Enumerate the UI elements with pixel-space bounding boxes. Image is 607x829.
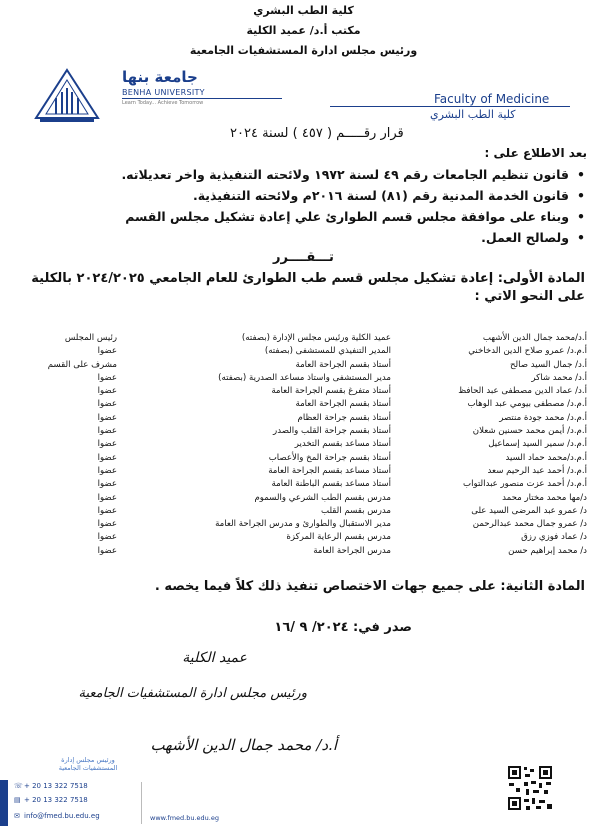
header-board: ورئيس مجلس ادارة المستشفيات الجامعية [189, 44, 418, 57]
table-row [27, 398, 587, 411]
member-role: مشرف على القسم [47, 359, 117, 370]
member-title: أستاذ مساعد بقسم الجراحة العامة [268, 465, 391, 476]
member-title: مدير المستشفى واستاذ مساعد الصدرية (بصفته) [218, 372, 391, 383]
table-row [27, 478, 587, 491]
header-faculty: كلية الطب البشري [253, 4, 354, 17]
table-row [27, 465, 587, 478]
member-name: د/ عمرو جمال محمد عبدالرحمن [472, 519, 587, 530]
university-name-en: BENHA UNIVERSITY [122, 88, 205, 97]
member-role: عضوا [97, 479, 117, 490]
member-title: مدرس بقسم القلب [321, 505, 391, 516]
preamble-list [25, 164, 585, 248]
member-name: أ.د/ عماد الدين مصطفى عبد الحافظ [458, 386, 587, 397]
decree-heading: تـــقــــرر [273, 250, 334, 265]
member-name: أ.م.د/ مصطفى بيومي عبد الوهاب [467, 399, 587, 410]
email-icon: ✉ [14, 812, 20, 820]
member-role: عضوا [97, 545, 117, 556]
member-title: عميد الكلية ورئيس مجلس الإدارة (بصفته) [241, 333, 391, 343]
member-role: عضوا [97, 465, 117, 476]
member-title: أستاذ مساعد بقسم الباطنة العامة [271, 479, 391, 490]
email-address[interactable]: info@fmed.bu.edu.eg [24, 812, 100, 820]
member-title: مدرس الجراحة العامة [313, 545, 391, 556]
member-title: مدرس بقسم الطب الشرعي والسموم [254, 492, 391, 503]
footer-divider [141, 782, 142, 824]
website-link[interactable]: www.fmed.bu.edu.eg [150, 814, 219, 822]
preamble-heading: بعد الاطلاع على : [484, 146, 587, 160]
decision-number: قرار رقـــــم ( ٤٥٧ ) لسنة ٢٠٢٤ [230, 126, 404, 141]
member-role: عضوا [97, 346, 117, 357]
faculty-name-en: Faculty of Medicine [434, 92, 550, 106]
table-row [27, 372, 587, 385]
member-name: أ.د/ جمال السيد صالح [509, 359, 587, 370]
phone-icon: ☏ [14, 782, 23, 790]
table-row [27, 545, 587, 558]
article-one: المادة الأولى: إعادة تشكيل مجلس قسم طب الطوارئ للعام الجامعي ٢٠٢٤/٢٠٢٥ بالكلية على النحو الاتي : [31, 271, 585, 304]
header-office: مكتب أ.د/ عميد الكلية [246, 24, 361, 37]
member-title: أستاذ بقسم جراحة المخ والأعصاب [268, 452, 391, 463]
footer-accent-bar [0, 780, 8, 826]
member-title: أستاذ بقسم جراحة القلب والصدر [273, 426, 391, 437]
signature-title: عميد الكلية [182, 650, 247, 666]
table-row [27, 359, 587, 372]
header-rule-right [330, 106, 570, 107]
issued-date: صدر في: ٢٠٢٤/ ٩ /١٦ [274, 620, 412, 635]
member-role: عضوا [97, 386, 117, 397]
member-role: عضوا [97, 426, 117, 437]
fax-number: + 20 13 322 7518 [24, 796, 88, 804]
university-tagline: Learn Today... Achieve Tomorrow [122, 100, 204, 106]
phone-number: + 20 13 322 7518 [24, 782, 88, 790]
contact-phone [14, 782, 88, 790]
contact-fax [14, 796, 88, 804]
member-name: د/ محمد إبراهيم حسن [508, 545, 587, 556]
member-role: عضوا [97, 399, 117, 410]
list-item: • ولصالح العمل. [25, 227, 585, 248]
member-name: أ.م.د/ محمد جودة منتصر [499, 412, 587, 423]
member-name: أ.م.د/ عمرو صلاح الدين الدخاخني [468, 346, 587, 357]
member-role: عضوا [97, 505, 117, 516]
fax-icon: ▤ [14, 796, 21, 804]
list-item: • قانون تنظيم الجامعات رقم ٤٩ لسنة ١٩٧٢ ولائحته التنفيذية واخر تعديلاته. [25, 164, 585, 185]
table-row [27, 452, 587, 465]
qr-code-icon [506, 764, 554, 812]
member-title: أستاذ بقسم الجراحة العامة [295, 359, 391, 370]
member-name: أ.م.د/ أحمد عبد الرحيم سعد [487, 465, 587, 476]
member-title: أستاذ بقسم الجراحة العامة [295, 399, 391, 410]
university-logo-icon [32, 66, 102, 124]
member-role: عضوا [97, 412, 117, 423]
header-rule-left [122, 98, 282, 99]
member-name: د/ عماد فوزي رزق [521, 532, 587, 543]
table-row [27, 518, 587, 531]
member-role: رئيس المجلس [64, 333, 117, 343]
member-role: عضوا [97, 372, 117, 383]
member-name: أ.د/ محمد شاكر [531, 372, 587, 383]
contact-email[interactable] [14, 812, 100, 820]
member-role: عضوا [97, 452, 117, 463]
table-row [27, 345, 587, 358]
list-item: • قانون الخدمة المدنية رقم (٨١) لسنة ٢٠١٦م ولائحته التنفيذية. [25, 185, 585, 206]
member-role: عضوا [97, 439, 117, 450]
list-item: • وبناء على موافقة مجلس قسم الطوارئ علي إعادة تشكيل مجلس القسم [25, 206, 585, 227]
article-two: المادة الثانية: على جميع جهات الاختصاص تنفيذ ذلك كلاً فيما يخصه . [154, 579, 585, 594]
member-role: عضوا [97, 492, 117, 503]
university-name-ar: جامعة بنها [122, 68, 198, 86]
member-name: أ.د/محمد جمال الدين الأشهب [482, 333, 587, 343]
member-name: أ.م.د/ أيمن محمد حسنين شعلان [472, 426, 587, 437]
member-name: د/ عمرو عبد المرضى السيد على [471, 505, 587, 516]
member-title: أستاذ بقسم جراحة العظام [297, 412, 391, 423]
member-title: مدير الاستقبال والطوارئ و مدرس الجراحة العامة [215, 519, 391, 530]
signature-name: أ.د/ محمد جمال الدين الأشهب [150, 736, 337, 754]
table-row [27, 531, 587, 544]
table-row [27, 425, 587, 438]
member-title: أستاذ متفرغ بقسم الجراحة العامة [271, 386, 391, 397]
member-name: أ.م.د/محمد حماد السيد [505, 452, 587, 463]
member-name: أ.م.د/ أحمد عزت منصور عبدالتواب [463, 479, 587, 490]
table-row [27, 438, 587, 451]
signature-stamp: ورئيس مجلس إدارة المستشفيات الجامعية [58, 756, 118, 772]
member-name: د/مها محمد مختار محمد [502, 492, 587, 503]
table-row [27, 412, 587, 425]
table-row [27, 492, 587, 505]
table-row [27, 385, 587, 398]
member-name: أ.م.د/ سمير السيد إسماعيل [488, 439, 587, 450]
table-row [27, 332, 587, 345]
member-role: عضوا [97, 519, 117, 530]
member-role: عضوا [97, 532, 117, 543]
member-title: مدرس بقسم الرعاية المركزة [286, 532, 391, 543]
members-table [27, 332, 587, 558]
table-row [27, 505, 587, 518]
member-title: المدير التنفيذي للمستشفى (بصفته) [264, 346, 391, 357]
signature-position: ورئيس مجلس ادارة المستشفيات الجامعية [78, 686, 307, 701]
faculty-name-ar: كلية الطب البشري [430, 108, 516, 121]
member-title: أستاذ مساعد بقسم التخدير [294, 439, 391, 450]
